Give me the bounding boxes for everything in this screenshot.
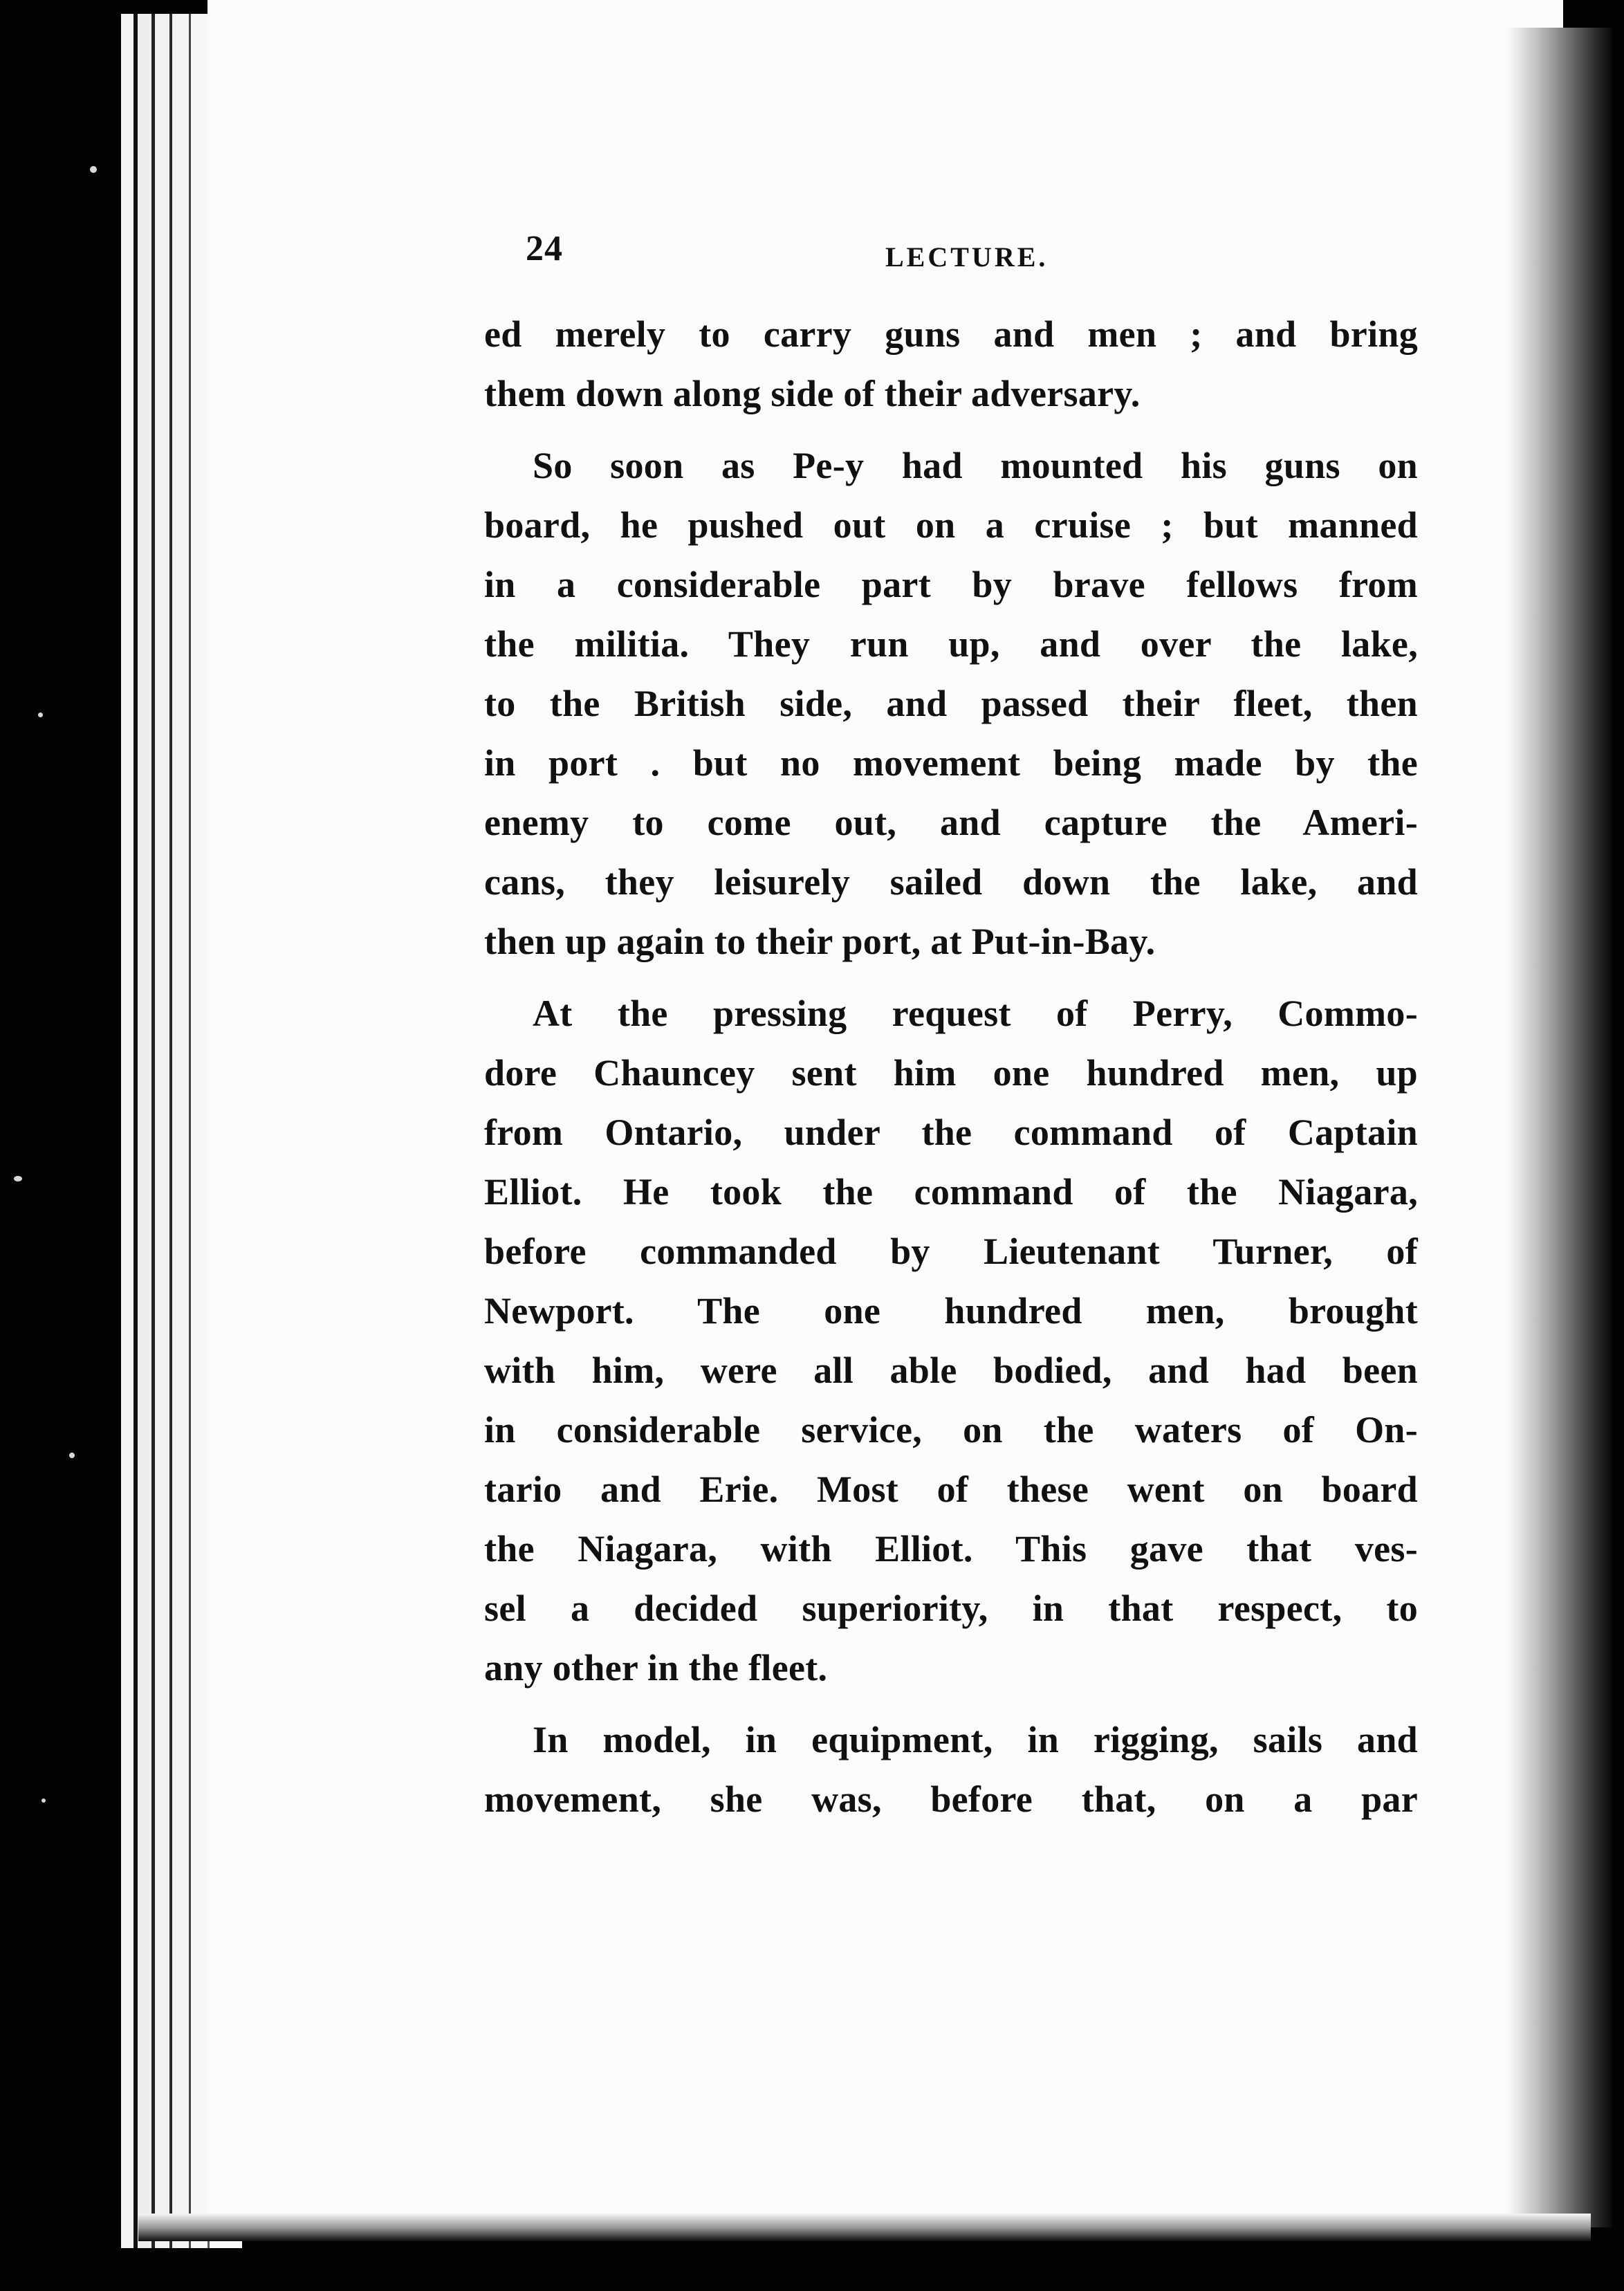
text-line: the Niagara, with Elliot. This gave that ves- [484,1528,1418,1570]
text-line: to the British side, and passed their fleet, then [484,683,1418,724]
text-line: the militia. They run up, and over the lake, [484,623,1418,665]
page-text-block [484,228,1418,1829]
text-line: in port . but no movement being made by the [484,742,1418,784]
text-line: then up again to their port, at Put-in-Bay. [484,921,1156,962]
page-bottom-edge [138,2214,1591,2241]
text-line: any other in the fleet. [484,1647,828,1689]
text-line: Elliot. He took the command of the Niagara, [484,1171,1418,1213]
dust-speck [90,166,97,173]
page-number: 24 [526,229,563,268]
text-line: in a considerable part by brave fellows from [484,564,1418,605]
dust-speck [38,712,43,717]
running-head: LECTURE. [885,241,1049,273]
text-line: board, he pushed out on a cruise ; but manned [484,504,1418,546]
dust-speck [14,1176,22,1181]
text-line: sel a decided superiority, in that respect, to [484,1588,1418,1629]
text-line: At the pressing request of Perry, Commo- [533,993,1418,1034]
text-line: tario and Erie. Most of these went on board [484,1469,1418,1510]
dust-speck [69,1453,75,1458]
text-line: movement, she was, before that, on a par [484,1778,1418,1820]
text-line: from Ontario, under the command of Captain [484,1112,1418,1153]
text-line: dore Chauncey sent him one hundred men, up [484,1052,1418,1094]
text-line: before commanded by Lieutenant Turner, of [484,1231,1418,1272]
text-line: them down along side of their adversary. [484,373,1141,414]
text-line: with him, were all able bodied, and had been [484,1350,1418,1391]
text-line: Newport. The one hundred men, brought [484,1290,1418,1332]
dust-speck [41,1798,46,1803]
binding-shadow [1508,28,1612,2227]
page-header [484,228,1418,304]
text-line: cans, they leisurely sailed down the lake, and [484,861,1418,903]
text-line: So soon as Pe‐y had mounted his guns on [533,445,1418,486]
text-line: In model, in equipment, in rigging, sails and [533,1719,1418,1760]
text-line: ed merely to carry guns and men ; and bring [484,313,1418,355]
text-line: enemy to come out, and capture the Ameri- [484,802,1418,843]
text-line: in considerable service, on the waters of On- [484,1409,1418,1451]
